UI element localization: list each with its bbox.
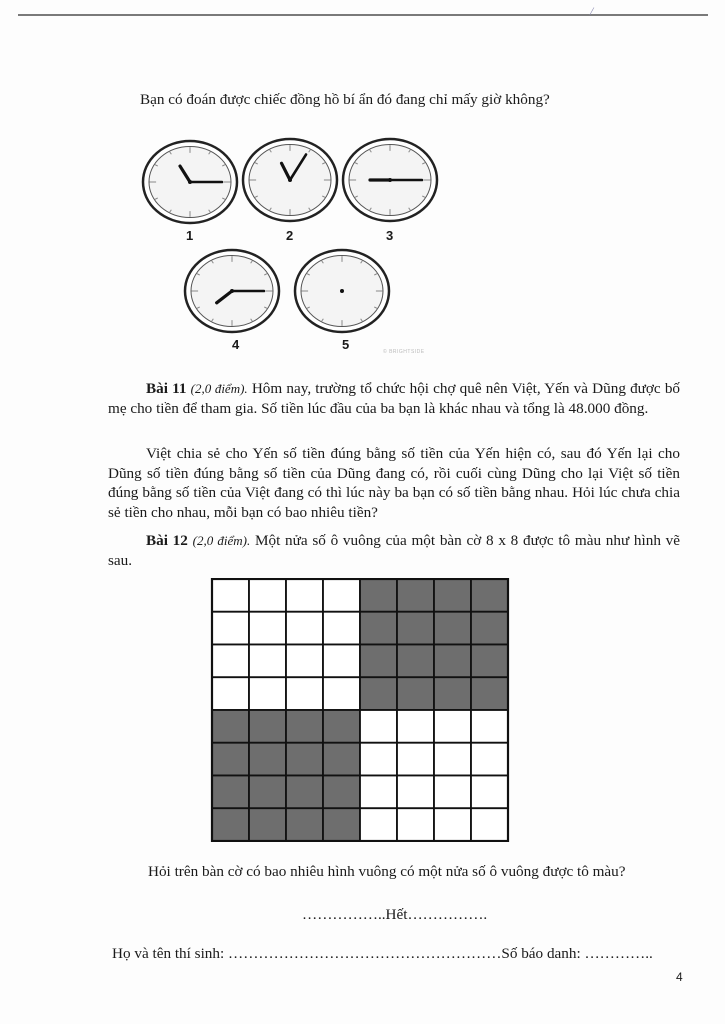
grid-cell	[323, 612, 360, 645]
grid-cell-shaded	[286, 776, 323, 809]
bai12-points: (2,0 điểm).	[192, 533, 251, 548]
grid-cell	[323, 677, 360, 710]
clock-label-5: 5	[342, 337, 350, 352]
top-rule	[18, 14, 708, 16]
grid-cell	[286, 612, 323, 645]
grid-cell	[471, 808, 508, 841]
grid-cell-shaded	[471, 612, 508, 645]
grid-cell-shaded	[212, 808, 249, 841]
clock-1	[141, 139, 239, 230]
grid-cell-shaded	[323, 808, 360, 841]
grid-cell-shaded	[249, 808, 286, 841]
grid-cell-shaded	[360, 612, 397, 645]
grid-cell-shaded	[249, 710, 286, 743]
grid-cell	[360, 776, 397, 809]
grid-cell	[397, 776, 434, 809]
grid-cell-shaded	[360, 579, 397, 612]
bai12-paragraph	[108, 531, 680, 570]
grid-cell	[397, 743, 434, 776]
bai11-points: (2,0 điểm).	[190, 381, 248, 396]
clock-center	[340, 289, 344, 293]
end-marker: ……………..Hết…………….	[302, 906, 488, 923]
grid-cell-shaded	[397, 645, 434, 678]
grid-cell-shaded	[434, 612, 471, 645]
grid-cell-shaded	[212, 710, 249, 743]
clock-center	[188, 180, 192, 184]
grid-cell-shaded	[360, 645, 397, 678]
grid-cell-shaded	[397, 612, 434, 645]
grid-cell	[212, 677, 249, 710]
grid-cell	[471, 743, 508, 776]
grid-cell	[212, 645, 249, 678]
clock-center	[288, 178, 292, 182]
grid-cell	[360, 808, 397, 841]
grid-cell	[397, 710, 434, 743]
grid-cell	[286, 579, 323, 612]
clock-2	[241, 137, 339, 228]
grid-cell	[323, 645, 360, 678]
grid-cell-shaded	[434, 579, 471, 612]
clock-label-1: 1	[186, 228, 194, 243]
intro-question: Bạn có đoán được chiếc đồng hồ bí ẩn đó đang chỉ mấy giờ không?	[140, 91, 550, 108]
grid-cell	[397, 808, 434, 841]
grid-cell-shaded	[434, 645, 471, 678]
grid-cell	[434, 743, 471, 776]
page-number: 4	[676, 970, 683, 984]
grid-cell-shaded	[212, 743, 249, 776]
grid-cell-shaded	[323, 710, 360, 743]
bai12-title: Bài 12	[146, 532, 188, 549]
grid-cell	[249, 579, 286, 612]
grid-cell-shaded	[397, 579, 434, 612]
grid-cell	[360, 710, 397, 743]
clock-center	[388, 178, 392, 182]
grid-cell-shaded	[323, 743, 360, 776]
grid-cell	[249, 677, 286, 710]
bai11-title: Bài 11	[146, 380, 187, 397]
candidate-info-line: Họ và tên thí sinh: ………………………………………………Số báo danh: …………..	[112, 945, 653, 962]
watermark: © BRIGHTSIDE	[383, 349, 425, 355]
bai11-paragraph-2	[108, 444, 680, 522]
grid-cell-shaded	[286, 743, 323, 776]
grid-cell	[434, 808, 471, 841]
grid-cell-shaded	[360, 677, 397, 710]
grid-cell-shaded	[249, 776, 286, 809]
grid-cell	[212, 612, 249, 645]
grid-cell	[286, 645, 323, 678]
pen-mark: /	[590, 4, 594, 18]
bai12-text: Một nửa số ô vuông của một bàn cờ 8 x 8 được tô màu như hình vẽ sau.	[108, 532, 681, 569]
grid-cell-shaded	[323, 776, 360, 809]
chessboard-grid	[210, 578, 510, 842]
grid-cell	[434, 710, 471, 743]
grid-cell	[471, 776, 508, 809]
bai11-text-2: Việt chia sẻ cho Yến số tiền đúng bằng số tiền của Yến hiện có, sau đó Yến lại cho Dũng số tiền đúng bằng số tiền của Dũng đang có, rồi cuối cùng Dũng cho lại Việt số tiền đúng bằng số tiền của Việt đang có thì lúc này ba bạn có số tiền bằng nhau. Hỏi lúc chưa chia sẻ tiền cho nhau, mỗi bạn có bao nhiêu tiền?	[108, 445, 680, 521]
grid-cell	[249, 612, 286, 645]
clock-4	[183, 248, 281, 339]
grid-cell-shaded	[286, 808, 323, 841]
grid-cell-shaded	[397, 677, 434, 710]
grid-cell	[471, 710, 508, 743]
grid-cell-shaded	[212, 776, 249, 809]
clock-label-4: 4	[232, 337, 240, 352]
bai12-question: Hỏi trên bàn cờ có bao nhiêu hình vuông có một nửa số ô vuông được tô màu?	[148, 863, 626, 880]
grid-cell-shaded	[434, 677, 471, 710]
bai11-text-1: Hôm nay, trường tổ chức hội chợ quê nên Việt, Yến và Dũng được bố mẹ cho tiền để tham gia. Số tiền lúc đầu của ba bạn là khác nhau và tổng là 48.000 đồng.	[108, 380, 681, 417]
clock-3	[341, 137, 439, 228]
grid-cell	[360, 743, 397, 776]
grid-cell	[286, 677, 323, 710]
clock-label-3: 3	[386, 228, 394, 243]
grid-cell	[212, 579, 249, 612]
clock-label-2: 2	[286, 228, 294, 243]
grid-cell-shaded	[471, 677, 508, 710]
grid-cell-shaded	[249, 743, 286, 776]
grid-cell-shaded	[471, 579, 508, 612]
grid-cell-shaded	[471, 645, 508, 678]
grid-cell	[323, 579, 360, 612]
grid-cell	[249, 645, 286, 678]
grid-cell-shaded	[286, 710, 323, 743]
clock-5	[293, 248, 391, 339]
grid-cell	[434, 776, 471, 809]
clock-center	[230, 289, 234, 293]
bai11-paragraph-1	[108, 379, 680, 418]
